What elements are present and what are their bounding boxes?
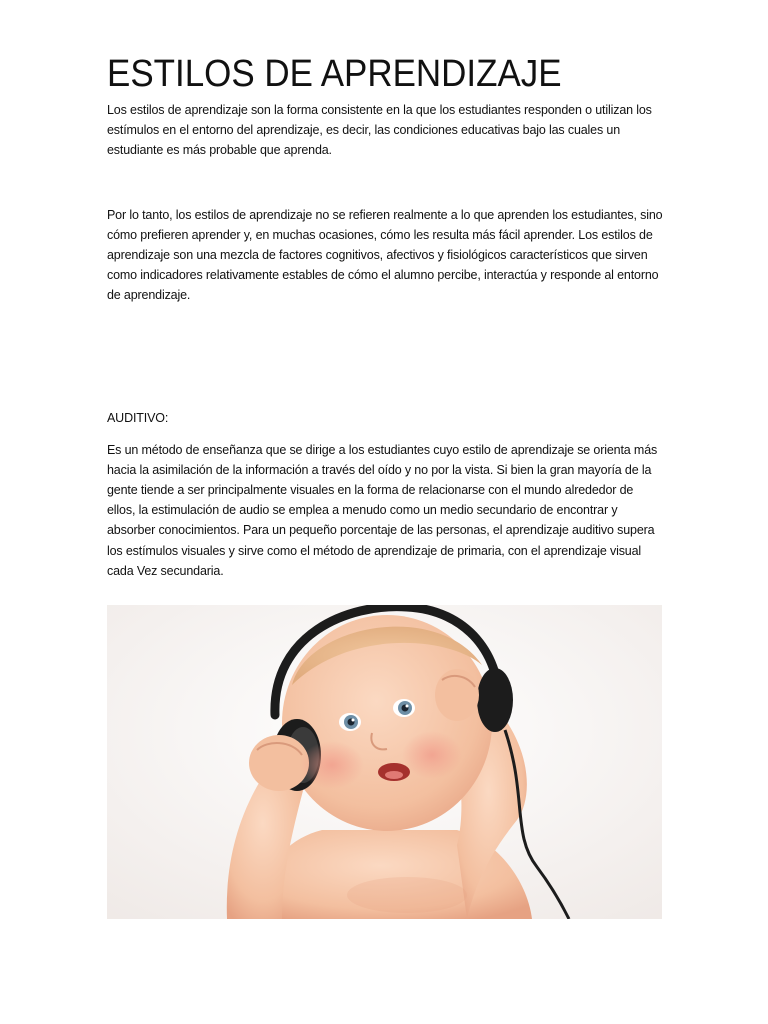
page-title: ESTILOS DE APRENDIZAJE <box>107 53 562 95</box>
baby-headphones-photo <box>107 605 662 919</box>
second-paragraph: Por lo tanto, los estilos de aprendizaje no se refieren realmente a lo que aprenden los estudiantes, sino cómo prefieren aprender y, en muchas ocasiones, cómo les resulta más fácil aprender. Los estilos de aprendizaje son una mezcla de factores cognitivos, afectivos y fisiológicos característicos que sirven como indicadores relativamente estables de cómo el alumno percibe, interactúa y responde al entorno de aprendizaje. <box>107 207 663 303</box>
section-heading: AUDITIVO: <box>107 410 169 425</box>
intro-paragraph: Los estilos de aprendizaje son la forma consistente en la que los estudiantes responden o utilizan los estímulos en el entorno del aprendizaje, es decir, las condiciones educativas bajo las cuales un estudiante es más probable que aprenda. <box>107 103 652 158</box>
document-page <box>107 52 663 581</box>
auditory-paragraph: Es un método de enseñanza que se dirige a los estudiantes cuyo estilo de aprendizaje se orienta más hacia la asimilación de la información a través del oído y no por la vista. Si bien la gran mayoría de la gente tiende a ser principalmente visuales en la forma de relacionarse con el mundo alrededor de ellos, la estimulación de audio se emplea a menudo como un medio secundario de encontrar y absorber conocimientos. Para un pequeño porcentaje de las personas, el aprendizaje auditivo supera los estímulos visuales y sirve como el método de aprendizaje de primaria, con el aprendizaje visual cada Vez secundaria. <box>107 442 658 578</box>
